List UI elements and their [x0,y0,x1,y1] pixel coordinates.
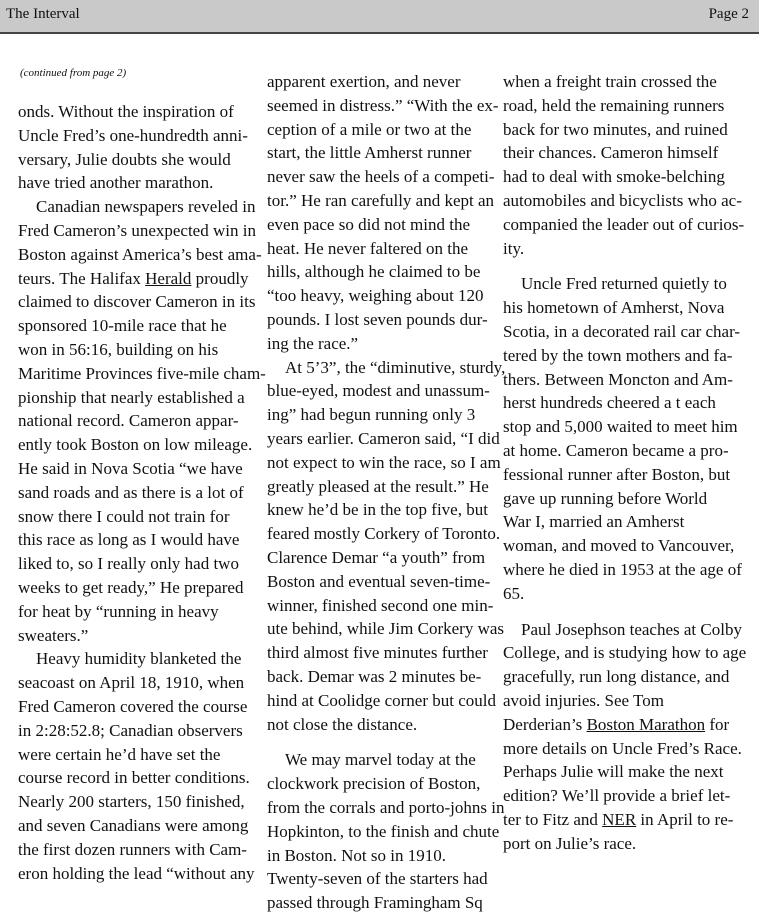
continued-note: (continued from page 2) [20,67,127,79]
text-line: At 5’3”, the “diminutive, sturdy, [285,357,506,377]
text-run: proudly [191,268,249,288]
text-line: automobiles and bicyclists who ac- [503,190,742,210]
text-line: tered by the town mothers and fa- [503,345,733,365]
text-line: blue-eyed, modest and unassum- [267,381,490,401]
text-line: from the corrals and porto-johns in [267,797,505,817]
paragraph-gap [267,736,499,748]
paragraph [503,70,753,260]
herald-title: Herald [145,268,192,288]
text-line: at home. Cameron became a pro- [503,440,729,460]
paragraph-gap [503,260,753,272]
text-line: stop and 5,000 waited to meet him [503,417,738,437]
text-line: We may marvel today at the [285,750,476,770]
paragraph [503,618,753,856]
text-line: Twenty-seven of the starters had [267,869,488,889]
text-line: versary, Julie doubts she would [18,149,231,169]
text-line: onds. Without the inspiration of [18,102,234,121]
text-line: Uncle Fred’s one-hundredth anni- [18,125,248,145]
text-line: apparent exertion, and never [267,72,461,91]
text-line: avoid injuries. See Tom [503,690,664,710]
text-line: sponsored 10-mile race that he [18,316,227,336]
text-line: start, the little Amherst runner [267,143,472,163]
page-number: Page 2 [708,6,749,22]
text-run: Derderian’s [503,714,587,734]
text-line: heat. He never faltered on the [267,238,469,258]
text-run: teurs. The Halifax [18,268,146,288]
text-line: where he died in 1953 at the age of [503,559,742,579]
text-line: back. Demar was 2 minutes be- [267,666,482,686]
text-line: Maritime Provinces five-mile cham- [18,363,266,383]
text-line: port on Julie’s race. [503,833,637,853]
text-line: Fred Cameron covered the course [18,696,248,716]
text-line: College, and is studying how to age [503,643,747,663]
text-line: edition? We’ll provide a brief let- [503,786,731,806]
text-line: more details on Uncle Fred’s Race. [503,738,742,758]
text-line: road, held the remaining runners [503,95,725,115]
text-run: ter to Fitz and [503,809,603,829]
text-run: for [705,714,730,734]
text-line: sweaters.” [18,625,89,645]
paragraph [18,195,266,647]
text-line: tor.” He ran carefully and kept an [267,190,495,210]
text-line: have tried another marathon. [18,173,214,193]
text-line: in 2:28:52.8; Canadian observers [18,720,243,740]
column-1 [18,66,266,885]
text-line: never saw the heels of a competi- [267,167,495,187]
text-line: fessional runner after Boston, but [503,464,731,484]
paragraph [503,272,753,605]
text-line: feared mostly Corkery of Toronto. [267,524,501,544]
text-line: the first dozen runners with Cam- [18,839,247,859]
paragraph [267,70,499,356]
text-line: thers. Between Moncton and Am- [503,369,733,389]
newsletter-title: The Interval [6,6,80,22]
text-line: Boston and eventual seven-time- [267,571,491,591]
text-line: ity. [503,238,525,258]
text-line [503,713,753,737]
text-line: not expect to win the race, so I am [267,452,501,472]
text-line: Scotia, in a decorated rail car char- [503,321,741,341]
text-line: “too heavy, weighing about 120 [267,286,484,306]
text-line: this race as long as I would have [18,530,240,550]
text-line: Paul Josephson teaches at Colby [521,619,742,639]
text-line: liked to, so I really only had two [18,554,239,574]
text-run: in April to re- [636,809,734,829]
text-line: eron holding the lead “without any [18,863,255,883]
text-line: Uncle Fred returned quietly to [521,274,727,294]
text-line: ently took Boston on low mileage. [18,435,253,455]
text-line: War I, married an Amherst [503,512,685,532]
text-line: hind at Coolidge corner but could [267,690,496,710]
text-line: Hopkinton, to the finish and chute [267,821,500,841]
text-line: gracefully, run long distance, and [503,667,730,687]
paragraph [267,356,506,737]
text-line: back for two minutes, and ruined [503,119,728,139]
text-line: when a freight train crossed the [503,72,717,91]
text-line: hills, although he claimed to be [267,262,481,282]
text-line: Heavy humidity blanketed the [36,649,242,669]
text-line: Clarence Demar “a youth” from [267,547,486,567]
text-line: years earlier. Cameron said, “I did [267,428,500,448]
ner-title: NER [602,809,637,829]
text-line: clockwork precision of Boston, [267,774,481,794]
text-line: 65. [503,583,525,603]
text-line: seacoast on April 18, 1910, when [18,673,245,693]
text-line: Boston against America’s best ama- [18,244,262,264]
text-line: not close the distance. [267,714,418,734]
text-line: seemed in distress.” “With the ex- [267,95,499,115]
paragraph [267,748,505,915]
text-line: Fred Cameron’s unexpected win in [18,220,256,240]
text-line: Canadian newspapers reveled in [36,197,256,217]
text-line: had to deal with smoke-belching [503,167,725,187]
text-line: Perhaps Julie will make the next [503,762,724,782]
text-line: even pace so did not mind the [267,214,471,234]
text-line: woman, and moved to Vancouver, [503,536,735,556]
text-line: pounds. I lost seven pounds dur- [267,309,488,329]
text-line: course record in better conditions. [18,768,250,788]
text-line [18,267,256,291]
text-line: weeks to get ready,” He prepared [18,577,244,597]
text-line: in Boston. Not so in 1910. [267,845,446,865]
text-line: ception of a mile or two at the [267,119,472,139]
text-line: third almost five minutes further [267,643,488,663]
paragraph [18,100,256,195]
text-line: Nearly 200 starters, 150 finished, [18,792,245,812]
text-line: He said in Nova Scotia “we have [18,458,243,478]
column-2 [267,70,506,915]
text-line [503,808,753,832]
text-line: ute behind, while Jim Corkery was [267,619,505,639]
text-line: companied the leader out of curios- [503,214,745,234]
book-title: Boston Marathon [586,714,706,734]
text-line: won in 56:16, building on his [18,339,219,359]
text-line: were certain he’d have set the [18,744,221,764]
text-line: gave up running before World [503,488,708,508]
text-line: his hometown of Amherst, Nova [503,298,725,318]
text-line: national record. Cameron appar- [18,411,239,431]
text-line: claimed to discover Cameron in its [18,292,256,312]
text-line: pionship that nearly established a [18,387,245,407]
text-line: greatly pleased at the result.” He [267,476,489,496]
paragraph-gap [503,606,753,618]
text-line: and seven Canadians were among [18,815,249,835]
text-line: their chances. Cameron himself [503,143,719,163]
column-3 [503,70,753,856]
text-line: for heat by “running in heavy [18,601,219,621]
text-line: knew he’d be in the top five, but [267,500,488,520]
text-line: sand roads and as there is a lot of [18,482,244,502]
text-line: ing” had begun running only 3 [267,405,476,425]
text-line: ing the race.” [267,333,359,353]
text-line: snow there I could not train for [18,506,230,526]
text-line: winner, finished second one min- [267,595,494,615]
text-line: passed through Framingham Sq [267,893,483,913]
header-bar [0,0,759,34]
text-line: herst hundreds cheered a t each [503,393,716,413]
paragraph [18,647,256,885]
